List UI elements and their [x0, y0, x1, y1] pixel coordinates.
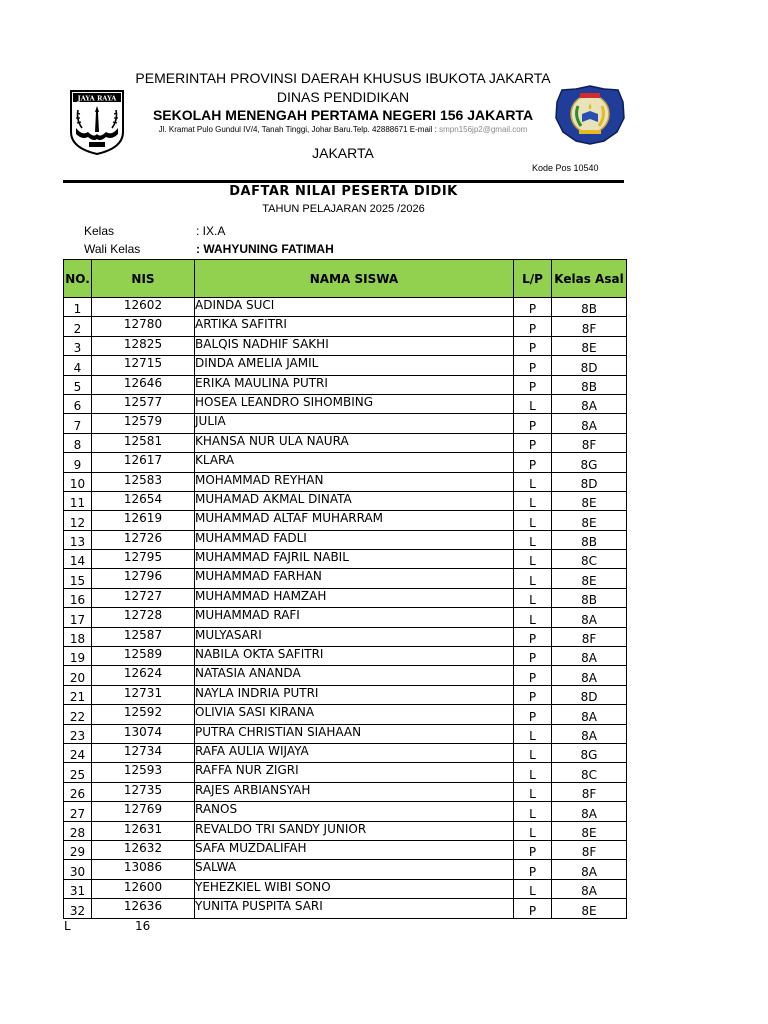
row-number: 23	[64, 724, 92, 743]
student-name: MULYASARI	[195, 627, 514, 646]
student-nis: 12589	[92, 647, 195, 666]
student-name: RAFA AULIA WIJAYA	[195, 743, 514, 762]
row-number: 1	[64, 298, 92, 317]
previous-class: 8B	[552, 530, 627, 549]
student-gender: L	[514, 879, 552, 898]
table-row	[64, 491, 627, 510]
student-name: RANOS	[195, 802, 514, 821]
student-nis: 12593	[92, 763, 195, 782]
student-nis: 12734	[92, 743, 195, 762]
table-row	[64, 317, 627, 336]
student-nis: 12624	[92, 666, 195, 685]
row-number: 7	[64, 414, 92, 433]
student-name: REVALDO TRI SANDY JUNIOR	[195, 821, 514, 840]
student-nis: 12602	[92, 298, 195, 317]
student-gender: L	[514, 394, 552, 413]
student-nis: 12600	[92, 879, 195, 898]
student-name: YUNITA PUSPITA SARI	[195, 899, 514, 918]
student-gender: L	[514, 472, 552, 491]
student-nis: 12581	[92, 433, 195, 452]
previous-class: 8E	[552, 569, 627, 588]
school-address	[100, 125, 586, 134]
previous-class: 8F	[552, 782, 627, 801]
school-name-heading: SEKOLAH MENENGAH PERTAMA NEGERI 156 JAKARTA	[152, 107, 534, 123]
row-number: 19	[64, 647, 92, 666]
header-divider	[63, 180, 624, 183]
student-gender: L	[514, 550, 552, 569]
previous-class: 8E	[552, 821, 627, 840]
row-number: 2	[64, 317, 92, 336]
class-label: Kelas	[84, 224, 115, 238]
table-row	[64, 375, 627, 394]
previous-class: 8E	[552, 511, 627, 530]
row-number: 20	[64, 666, 92, 685]
table-row	[64, 414, 627, 433]
previous-class: 8B	[552, 298, 627, 317]
previous-class: 8A	[552, 879, 627, 898]
row-number: 25	[64, 763, 92, 782]
student-gender: P	[514, 647, 552, 666]
row-number: 22	[64, 705, 92, 724]
student-gender: P	[514, 414, 552, 433]
student-nis: 12619	[92, 511, 195, 530]
previous-class: 8A	[552, 802, 627, 821]
student-name: MOHAMMAD REYHAN	[195, 472, 514, 491]
student-gender: L	[514, 724, 552, 743]
student-nis: 12577	[92, 394, 195, 413]
row-number: 18	[64, 627, 92, 646]
previous-class: 8C	[552, 550, 627, 569]
student-nis: 12636	[92, 899, 195, 918]
row-number: 8	[64, 433, 92, 452]
student-name: MUHAMMAD FAJRIL NABIL	[195, 550, 514, 569]
student-nis: 12796	[92, 569, 195, 588]
column-header-previous-class: Kelas Asal	[552, 260, 627, 298]
previous-class: 8A	[552, 414, 627, 433]
table-row	[64, 511, 627, 530]
student-nis: 12825	[92, 336, 195, 355]
previous-class: 8E	[552, 491, 627, 510]
government-heading: PEMERINTAH PROVINSI DAERAH KHUSUS IBUKOTA JAKARTA	[135, 70, 551, 86]
row-number: 16	[64, 588, 92, 607]
table-row	[64, 530, 627, 549]
student-name: BALQIS NADHIF SAKHI	[195, 336, 514, 355]
row-number: 3	[64, 336, 92, 355]
table-header-row	[64, 260, 627, 298]
row-number: 5	[64, 375, 92, 394]
student-name: RAFFA NUR ZIGRI	[195, 763, 514, 782]
table-row	[64, 802, 627, 821]
student-nis: 12728	[92, 608, 195, 627]
student-name: NATASIA ANANDA	[195, 666, 514, 685]
row-number: 6	[64, 394, 92, 413]
previous-class: 8A	[552, 647, 627, 666]
student-name: MUHAMAD AKMAL DINATA	[195, 491, 514, 510]
table-row	[64, 647, 627, 666]
student-gender: P	[514, 860, 552, 879]
row-number: 9	[64, 453, 92, 472]
student-name: SAFA MUZDALIFAH	[195, 840, 514, 859]
student-nis: 13074	[92, 724, 195, 743]
table-row	[64, 724, 627, 743]
previous-class: 8A	[552, 394, 627, 413]
table-row	[64, 840, 627, 859]
row-number: 11	[64, 491, 92, 510]
student-gender: L	[514, 530, 552, 549]
student-name: MUHAMMAD HAMZAH	[195, 588, 514, 607]
table-row	[64, 336, 627, 355]
student-gender: L	[514, 569, 552, 588]
previous-class: 8G	[552, 743, 627, 762]
student-nis: 12646	[92, 375, 195, 394]
previous-class: 8B	[552, 588, 627, 607]
student-gender: L	[514, 782, 552, 801]
column-header-gender: L/P	[514, 260, 552, 298]
student-nis: 12592	[92, 705, 195, 724]
table-row	[64, 356, 627, 375]
previous-class: 8E	[552, 336, 627, 355]
student-gender: P	[514, 705, 552, 724]
department-heading: DINAS PENDIDIKAN	[276, 89, 410, 105]
student-name: NABILA OKTA SAFITRI	[195, 647, 514, 666]
student-nis: 12731	[92, 685, 195, 704]
student-nis: 12617	[92, 453, 195, 472]
student-nis: 12726	[92, 530, 195, 549]
table-row	[64, 743, 627, 762]
row-number: 14	[64, 550, 92, 569]
previous-class: 8A	[552, 666, 627, 685]
city-label: JAKARTA	[312, 145, 374, 161]
table-row	[64, 588, 627, 607]
student-gender: L	[514, 588, 552, 607]
row-number: 15	[64, 569, 92, 588]
student-nis: 12780	[92, 317, 195, 336]
row-number: 27	[64, 802, 92, 821]
student-gender: P	[514, 336, 552, 355]
student-nis: 12631	[92, 821, 195, 840]
table-row	[64, 685, 627, 704]
school-email: smpn156jp2@gmail.com	[439, 125, 528, 134]
student-name: KHANSA NUR ULA NAURA	[195, 433, 514, 452]
student-gender: P	[514, 317, 552, 336]
student-name: YEHEZKIEL WIBI SONO	[195, 879, 514, 898]
row-number: 28	[64, 821, 92, 840]
student-name: RAJES ARBIANSYAH	[195, 782, 514, 801]
table-row	[64, 666, 627, 685]
student-gender: L	[514, 491, 552, 510]
table-row	[64, 763, 627, 782]
table-row	[64, 394, 627, 413]
student-nis: 12579	[92, 414, 195, 433]
student-gender: P	[514, 666, 552, 685]
student-gender: P	[514, 298, 552, 317]
student-name: PUTRA CHRISTIAN SIAHAAN	[195, 724, 514, 743]
student-nis: 12583	[92, 472, 195, 491]
student-nis: 12735	[92, 782, 195, 801]
postal-code: Kode Pos 10540	[532, 163, 599, 173]
student-grades-table	[63, 259, 627, 919]
student-gender: P	[514, 356, 552, 375]
row-number: 32	[64, 899, 92, 918]
table-row	[64, 472, 627, 491]
previous-class: 8A	[552, 705, 627, 724]
student-nis: 12715	[92, 356, 195, 375]
previous-class: 8A	[552, 608, 627, 627]
student-nis: 12769	[92, 802, 195, 821]
student-name: ADINDA SUCI	[195, 298, 514, 317]
student-name: OLIVIA SASI KIRANA	[195, 705, 514, 724]
student-name: DINDA AMELIA JAMIL	[195, 356, 514, 375]
previous-class: 8A	[552, 724, 627, 743]
svg-text:JAYA RAYA: JAYA RAYA	[77, 94, 117, 103]
student-gender: L	[514, 743, 552, 762]
table-row	[64, 608, 627, 627]
student-gender: P	[514, 375, 552, 394]
student-name: HOSEA LEANDRO SIHOMBING	[195, 394, 514, 413]
student-name: MUHAMMAD FARHAN	[195, 569, 514, 588]
row-number: 12	[64, 511, 92, 530]
male-count-value: 16	[135, 919, 151, 933]
student-gender: L	[514, 608, 552, 627]
row-number: 17	[64, 608, 92, 627]
row-number: 24	[64, 743, 92, 762]
row-number: 10	[64, 472, 92, 491]
student-gender: P	[514, 685, 552, 704]
row-number: 21	[64, 685, 92, 704]
previous-class: 8G	[552, 453, 627, 472]
student-nis: 12727	[92, 588, 195, 607]
student-name: KLARA	[195, 453, 514, 472]
column-header-nis: NIS	[92, 260, 195, 298]
student-gender: P	[514, 899, 552, 918]
homeroom-teacher-value: : WAHYUNING FATIMAH	[196, 242, 334, 256]
student-name: ERIKA MAULINA PUTRI	[195, 375, 514, 394]
student-gender: P	[514, 453, 552, 472]
student-gender: P	[514, 627, 552, 646]
previous-class: 8D	[552, 472, 627, 491]
class-value: : IX.A	[196, 224, 226, 238]
student-gender: L	[514, 802, 552, 821]
previous-class: 8F	[552, 627, 627, 646]
student-gender: P	[514, 433, 552, 452]
student-name: NAYLA INDRIA PUTRI	[195, 685, 514, 704]
table-row	[64, 821, 627, 840]
student-name: ARTIKA SAFITRI	[195, 317, 514, 336]
student-nis: 13086	[92, 860, 195, 879]
row-number: 30	[64, 860, 92, 879]
student-nis: 12795	[92, 550, 195, 569]
student-name: MUHAMMAD FADLI	[195, 530, 514, 549]
column-header-no: NO.	[64, 260, 92, 298]
previous-class: 8C	[552, 763, 627, 782]
student-name: MUHAMMAD ALTAF MUHARRAM	[195, 511, 514, 530]
row-number: 29	[64, 840, 92, 859]
table-row	[64, 705, 627, 724]
student-gender: L	[514, 821, 552, 840]
previous-class: 8D	[552, 685, 627, 704]
previous-class: 8A	[552, 860, 627, 879]
male-count-label: L	[64, 919, 71, 933]
address-text: Jl. Kramat Pulo Gundul IV/4, Tanah Tinggi, Johar Baru.Telp. 42888671 E-mail :	[158, 125, 440, 134]
row-number: 26	[64, 782, 92, 801]
previous-class: 8F	[552, 433, 627, 452]
table-row	[64, 433, 627, 452]
student-gender: P	[514, 840, 552, 859]
column-header-name: NAMA SISWA	[195, 260, 514, 298]
student-nis: 12654	[92, 491, 195, 510]
table-row	[64, 298, 627, 317]
student-gender: L	[514, 511, 552, 530]
student-nis: 12587	[92, 627, 195, 646]
student-name: MUHAMMAD RAFI	[195, 608, 514, 627]
previous-class: 8E	[552, 899, 627, 918]
table-row	[64, 860, 627, 879]
previous-class: 8F	[552, 317, 627, 336]
table-row	[64, 782, 627, 801]
document-title: DAFTAR NILAI PESERTA DIDIK	[229, 184, 458, 199]
previous-class: 8B	[552, 375, 627, 394]
table-row	[64, 569, 627, 588]
table-row	[64, 879, 627, 898]
homeroom-teacher-label: Wali Kelas	[84, 242, 141, 256]
student-gender: L	[514, 763, 552, 782]
table-row	[64, 899, 627, 918]
student-name: JULIA	[195, 414, 514, 433]
student-name: SALWA	[195, 860, 514, 879]
table-row	[64, 453, 627, 472]
table-row	[64, 550, 627, 569]
table-row	[64, 627, 627, 646]
student-nis: 12632	[92, 840, 195, 859]
school-year: TAHUN PELAJARAN 2025 /2026	[262, 203, 425, 215]
row-number: 4	[64, 356, 92, 375]
previous-class: 8F	[552, 840, 627, 859]
row-number: 13	[64, 530, 92, 549]
row-number: 31	[64, 879, 92, 898]
previous-class: 8D	[552, 356, 627, 375]
